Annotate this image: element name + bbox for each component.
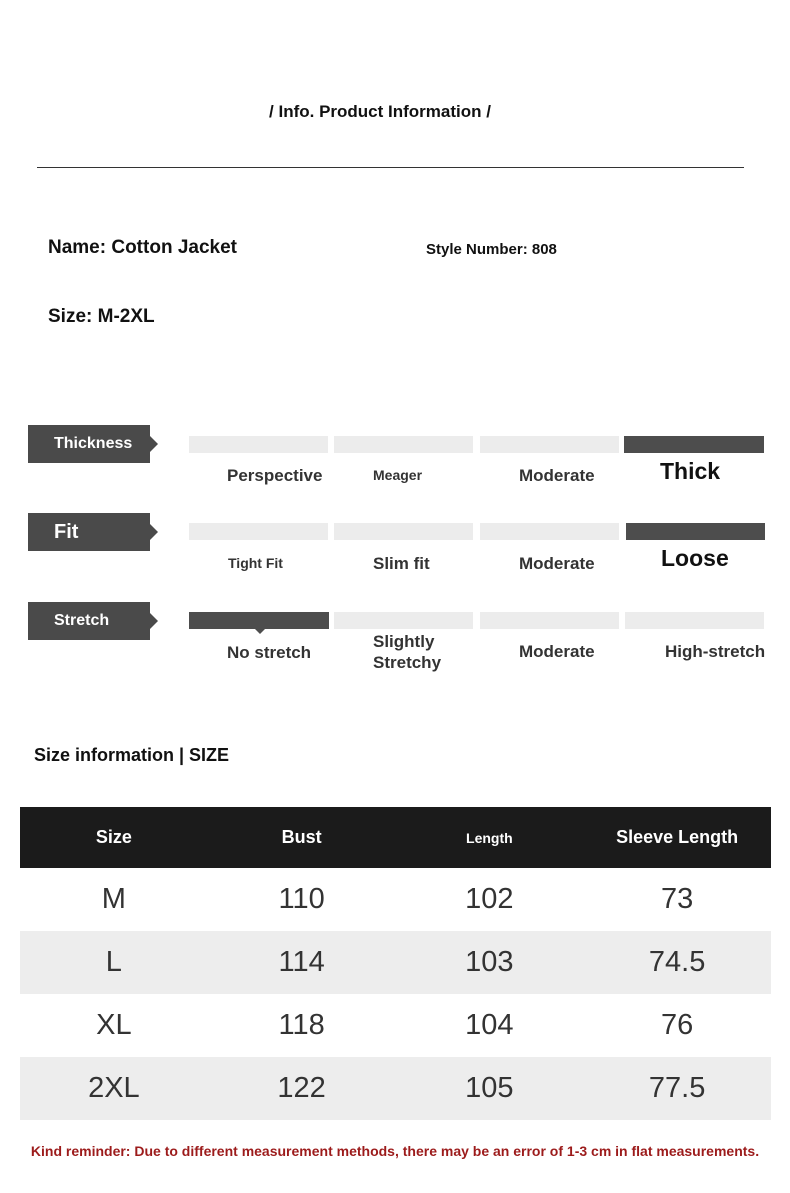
thickness-bar-moderate xyxy=(480,436,619,453)
stretch-option-none: No stretch xyxy=(227,643,312,662)
stretch-selected-marker xyxy=(255,629,265,634)
cell-size: L xyxy=(20,931,208,994)
thickness-bar-perspective xyxy=(189,436,328,453)
fit-option-moderate: Moderate xyxy=(519,554,595,573)
table-row xyxy=(20,994,771,1057)
thickness-bar-thick-selected xyxy=(624,436,764,453)
header-sleeve-length: Sleeve Length xyxy=(583,807,771,868)
fit-option-tight: Tight Fit xyxy=(228,555,283,571)
stretch-label: Stretch xyxy=(28,602,150,640)
size-section-heading: Size information | SIZE xyxy=(34,745,230,765)
stretch-bar-high xyxy=(625,612,764,629)
cell-sleeve-length: 77.5 xyxy=(583,1057,771,1120)
style-number: Style Number: 808 xyxy=(426,241,557,258)
cell-size: XL xyxy=(96,1009,132,1041)
cell-bust: 114 xyxy=(208,931,396,994)
table-row xyxy=(20,931,771,994)
size-table-header-row xyxy=(20,807,771,868)
stretch-bar-none-selected xyxy=(189,612,329,629)
stretch-bar-slight xyxy=(334,612,473,629)
stretch-option-moderate: Moderate xyxy=(519,642,595,661)
cell-size: 2XL xyxy=(20,1057,208,1120)
cell-bust: 118 xyxy=(278,1009,325,1041)
header-divider xyxy=(37,167,744,168)
cell-sleeve-length: 74.5 xyxy=(583,931,771,994)
cell-length: 103 xyxy=(396,931,584,994)
fit-option-slim: Slim fit xyxy=(373,554,430,573)
table-row xyxy=(20,868,771,931)
thickness-bar-meager xyxy=(334,436,473,453)
stretch-option-high: High-stretch xyxy=(665,642,766,661)
size-range: Size: M-2XL xyxy=(48,306,155,327)
fit-bar-tight xyxy=(189,523,328,540)
thickness-option-thick: Thick xyxy=(660,458,721,484)
product-name: Name: Cotton Jacket xyxy=(48,237,237,258)
fit-bar-slim xyxy=(334,523,473,540)
fit-option-loose: Loose xyxy=(661,545,729,571)
cell-length: 102 xyxy=(465,883,514,915)
cell-size: M xyxy=(101,883,126,915)
page-title: / Info. Product Information / xyxy=(269,102,491,121)
cell-sleeve-length: 73 xyxy=(660,883,694,915)
thickness-option-perspective: Perspective xyxy=(227,466,323,485)
cell-bust: 122 xyxy=(208,1057,396,1120)
size-table xyxy=(20,807,771,1120)
thickness-option-moderate: Moderate xyxy=(519,466,595,485)
cell-bust: 110 xyxy=(278,883,325,915)
thickness-option-meager: Meager xyxy=(373,467,423,483)
stretch-bar-moderate xyxy=(480,612,619,629)
thickness-label: Thickness xyxy=(28,425,150,463)
stretch-option-slight: Slightly Stretchy xyxy=(373,632,442,672)
fit-bar-moderate xyxy=(480,523,619,540)
cell-length: 104 xyxy=(465,1009,514,1041)
cell-length: 105 xyxy=(396,1057,584,1120)
fit-label: Fit xyxy=(28,513,150,551)
header-length: Length xyxy=(396,807,584,868)
measurement-reminder: Kind reminder: Due to different measurement methods, there may be an error of 1-3 cm in flat measurements. xyxy=(30,1143,760,1159)
header-size: Size xyxy=(20,807,208,868)
cell-sleeve-length: 76 xyxy=(660,1009,694,1041)
table-row xyxy=(20,1057,771,1120)
header-bust: Bust xyxy=(208,807,396,868)
fit-bar-loose-selected xyxy=(626,523,765,540)
